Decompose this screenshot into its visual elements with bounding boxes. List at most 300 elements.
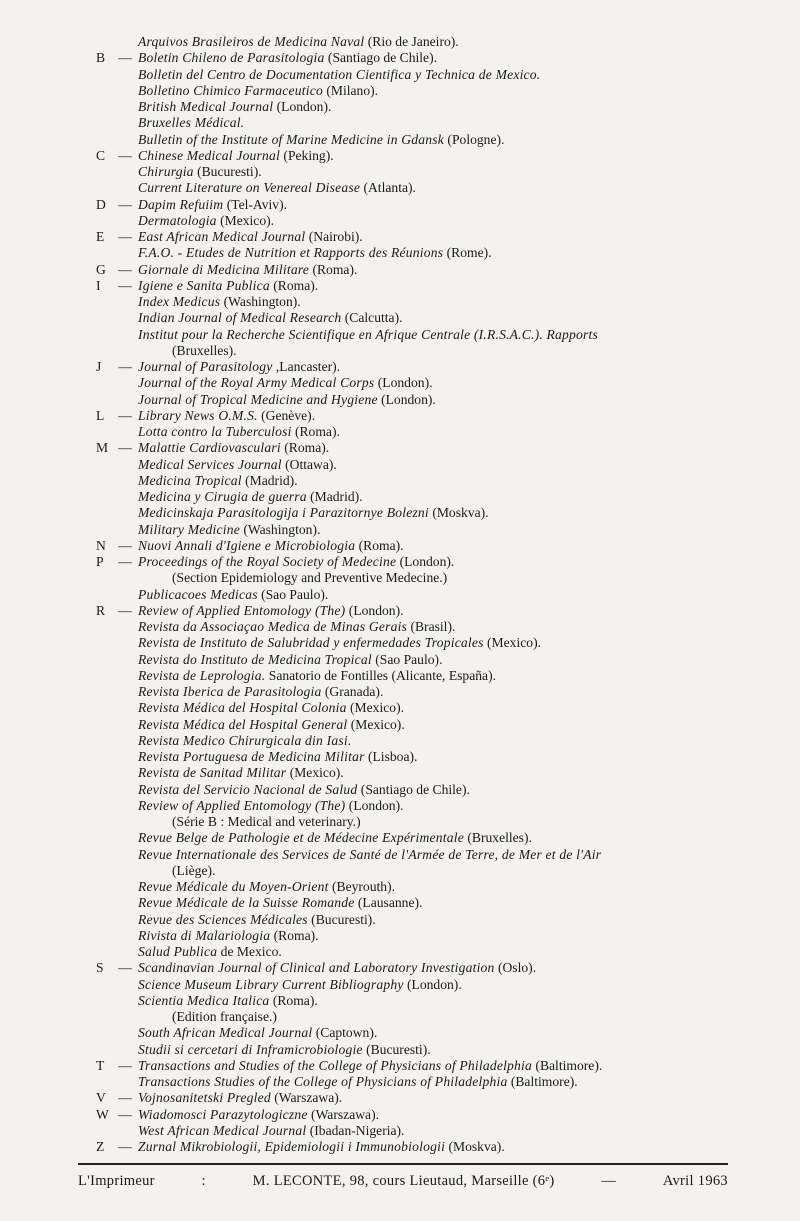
section-dash: —: [118, 960, 132, 976]
journal-place: (Warszawa).: [307, 1106, 380, 1122]
journal-title: Revista de Instituto de Salubridad y enfermedades Tropicales: [138, 635, 484, 651]
journal-place: (Sao Paulo).: [371, 651, 443, 667]
journal-title: Bruxelles Médical.: [138, 115, 245, 131]
list-item: [96, 847, 786, 863]
footer-printer-label: L'Imprimeur: [78, 1173, 155, 1189]
entry-text: [96, 798, 404, 814]
list-item: [96, 375, 786, 391]
list-item: [96, 148, 786, 164]
periodical-list: [96, 34, 786, 1155]
journal-place: (London).: [345, 602, 404, 618]
journal-title: Transactions Studies of the College of Physicians of Philadelphia: [138, 1074, 508, 1089]
entry-text: [96, 944, 282, 960]
entry-text: [96, 1025, 377, 1041]
list-item: [96, 895, 786, 911]
list-item: [96, 635, 786, 651]
section-letter: V: [96, 1090, 106, 1106]
list-item: [96, 522, 786, 538]
journal-title: Vojnosanitetski Pregled: [138, 1090, 271, 1106]
list-item: [96, 505, 786, 521]
section-dash: —: [118, 196, 132, 212]
journal-title: Revue Belge de Pathologie et de Médecine Expérimentale: [138, 830, 464, 846]
journal-title: Revista do Instituto de Medicina Tropical: [138, 651, 372, 667]
entry-text: [96, 668, 496, 684]
journal-place: (Granada).: [321, 684, 384, 699]
entry-text: [96, 717, 405, 733]
list-item: [96, 928, 786, 944]
list-item: [96, 310, 786, 326]
list-item: [96, 603, 786, 619]
journal-place: (Calcutta).: [341, 310, 403, 326]
section-dash: —: [118, 277, 132, 293]
section-letter: J: [96, 359, 102, 374]
list-item: [96, 1009, 786, 1025]
list-item: [96, 944, 786, 960]
entry-text: [138, 408, 315, 424]
journal-place: (Série B : Medical and veterinary.): [172, 814, 361, 829]
entry-text: [96, 814, 361, 830]
entry-text: [96, 489, 363, 505]
journal-place: (Roma).: [309, 261, 358, 277]
list-item: [96, 408, 786, 424]
journal-place: (Madrid).: [306, 489, 363, 504]
journal-title: Revue Médicale du Moyen-Orient: [138, 879, 329, 894]
list-item: [96, 180, 786, 196]
journal-title: Igiene e Sanita Publica: [138, 277, 270, 293]
journal-place: (Roma).: [355, 537, 404, 553]
journal-title: Index Medicus: [138, 294, 221, 309]
journal-title: Revista Iberica de Parasitologia: [138, 684, 322, 699]
journal-place: (Baltimore).: [532, 1057, 603, 1073]
list-item: [96, 34, 786, 50]
journal-place: de Mexico.: [217, 944, 282, 959]
entry-text: [138, 278, 318, 294]
journal-title: Chirurgia: [138, 164, 194, 179]
section-letter: B: [96, 50, 106, 66]
journal-title: South African Medical Journal: [138, 1025, 313, 1041]
entry-text: [138, 262, 357, 278]
list-item: [96, 164, 786, 180]
entry-text: [138, 1107, 379, 1123]
journal-title: Wiadomosci Parazytologiczne: [138, 1106, 308, 1122]
entry-text: [96, 847, 601, 863]
list-item: [96, 782, 786, 798]
entry-text: [138, 1058, 602, 1074]
journal-place: (Roma).: [270, 927, 319, 943]
journal-place: (Moskva).: [428, 505, 489, 521]
section-dash: —: [118, 537, 132, 553]
journal-place: (Bucuresti).: [193, 164, 262, 179]
entry-text: [96, 294, 301, 310]
entry-text: [96, 830, 532, 846]
journal-place: (London).: [396, 554, 455, 569]
entry-text: [96, 505, 489, 521]
journal-place: (Washington).: [220, 294, 301, 309]
entry-text: [96, 1123, 404, 1139]
entry-text: [96, 327, 598, 343]
entry-text: [138, 229, 363, 245]
footer-date: Avril 1963: [662, 1173, 728, 1189]
entry-text: [96, 912, 376, 928]
entry-text: [96, 652, 442, 668]
entry-text: [96, 213, 274, 229]
list-item: [96, 668, 786, 684]
journal-place: (Ottawa).: [281, 456, 337, 472]
journal-title: East African Medical Journal: [138, 229, 306, 244]
entry-text: [96, 1042, 431, 1058]
entry-text: [96, 34, 459, 50]
list-item: [96, 1042, 786, 1058]
journal-title: Revue Internationale des Services de Santé de l'Armée de Terre, de Mer et de l'Air: [138, 846, 602, 862]
list-item: [96, 1107, 786, 1123]
entry-text: [96, 310, 403, 326]
list-item: [96, 294, 786, 310]
entry-text: [96, 392, 436, 408]
journal-place: (Brasil).: [407, 619, 456, 634]
entry-text: [96, 457, 337, 473]
section-dash: —: [118, 1057, 132, 1073]
journal-title: Zurnal Mikrobiologii, Epidemiologii i Immunobiologii: [138, 1139, 446, 1154]
list-item: [96, 392, 786, 408]
journal-place: (Madrid).: [241, 472, 298, 488]
journal-place: (Warszawa).: [270, 1090, 343, 1106]
list-item: [96, 473, 786, 489]
journal-title: West African Medical Journal: [138, 1122, 307, 1138]
list-item: [96, 424, 786, 440]
journal-title: Revista del Servicio Nacional de Salud: [138, 781, 358, 797]
journal-place: (Mexico).: [347, 716, 405, 732]
journal-place: (Roma).: [269, 277, 319, 293]
footer-date-dash: —: [601, 1173, 617, 1189]
list-item: [96, 700, 786, 716]
list-item: [96, 587, 786, 603]
footer-colon: :: [201, 1173, 206, 1189]
section-dash: —: [118, 554, 132, 569]
journal-place: (Lisboa).: [364, 749, 418, 764]
entry-text: [96, 83, 378, 99]
section-dash: —: [118, 229, 132, 244]
section-dash: —: [118, 440, 132, 456]
journal-title: Institut pour la Recherche Scientifique en Afrique Centrale (I.R.S.A.C.). Rapports: [138, 326, 599, 342]
journal-place: (Lausanne).: [354, 895, 423, 911]
journal-title: Journal of Tropical Medicine and Hygiene: [138, 391, 378, 407]
list-item: [96, 733, 786, 749]
list-item: [96, 814, 786, 830]
list-item: [96, 1123, 786, 1139]
list-item: [96, 1058, 786, 1074]
list-item: [96, 50, 786, 66]
journal-place: (Bruxelles).: [463, 830, 532, 846]
journal-place: (London).: [403, 976, 462, 992]
journal-title: Proceedings of the Royal Society of Medecine: [138, 554, 397, 569]
journal-place: (Edition française.): [172, 1009, 277, 1024]
journal-place: (Roma).: [280, 440, 330, 456]
entry-text: [138, 538, 404, 554]
entry-text: [96, 733, 351, 749]
entry-text: [96, 635, 541, 651]
journal-place: (Nairobi).: [305, 229, 363, 244]
entry-text: [96, 132, 504, 148]
journal-title: Medicina Tropical: [138, 472, 242, 488]
list-item: [96, 489, 786, 505]
journal-title: Boletin Chileno de Parasitologia: [138, 50, 325, 66]
journal-place: (London).: [374, 375, 433, 391]
entry-text: [96, 895, 422, 911]
journal-place: (Mexico).: [346, 700, 405, 716]
journal-title: Salud Publica: [138, 944, 218, 959]
journal-title: F.A.O. - Etudes de Nutrition et Rapports des Réunions: [138, 245, 444, 261]
journal-place: (Oslo).: [494, 960, 537, 976]
journal-title: Bolletino Chimico Farmaceutico: [138, 82, 323, 98]
journal-place: (Milano).: [322, 82, 379, 98]
list-item: [96, 993, 786, 1009]
journal-place: (Section Epidemiology and Preventive Medecine.): [172, 570, 448, 586]
journal-title: British Medical Journal: [138, 99, 274, 114]
entry-text: [96, 180, 416, 196]
list-item: [96, 830, 786, 846]
list-item: [96, 229, 786, 245]
footer: [78, 1173, 728, 1190]
list-item: [96, 1025, 786, 1041]
journal-title: Revista Médica del Hospital General: [138, 716, 348, 732]
journal-place: (Mexico).: [286, 765, 344, 781]
entry-text: [138, 554, 454, 570]
list-item: [96, 343, 786, 359]
entry-text: [138, 1139, 505, 1155]
list-item: [96, 684, 786, 700]
journal-title: Revista de Leprologia.: [138, 667, 266, 683]
entry-text: [138, 960, 536, 976]
journal-title: Transactions and Studies of the College of Physicians of Philadelphia: [138, 1057, 533, 1073]
list-item: [96, 262, 786, 278]
journal-place: (London).: [377, 391, 436, 407]
entry-text: [96, 115, 244, 131]
journal-place: (Roma).: [291, 424, 340, 439]
entry-text: [96, 879, 395, 895]
list-item: [96, 359, 786, 375]
section-dash: —: [118, 261, 132, 277]
list-item: [96, 115, 786, 131]
entry-text: [96, 67, 540, 83]
list-item: [96, 619, 786, 635]
section-letter: I: [96, 277, 101, 293]
list-item: [96, 912, 786, 928]
list-item: [96, 879, 786, 895]
entry-text: [96, 782, 470, 798]
journal-title: Science Museum Library Current Bibliography: [138, 976, 404, 992]
journal-title: Dapim Refuiim: [138, 196, 224, 212]
section-letter: P: [96, 554, 104, 569]
list-item: [96, 554, 786, 570]
entry-text: [96, 765, 344, 781]
list-item: [96, 197, 786, 213]
list-item: [96, 1074, 786, 1090]
entry-text: [96, 993, 318, 1009]
journal-place: (Rio de Janeiro).: [364, 34, 459, 49]
entry-text: [96, 343, 237, 359]
footer-rule: [78, 1163, 728, 1165]
list-item: [96, 245, 786, 261]
journal-place: (Atlanta).: [360, 180, 416, 196]
journal-title: Dermatologia: [138, 212, 217, 228]
list-item: [96, 457, 786, 473]
entry-text: [138, 1090, 342, 1106]
journal-title: Publicacoes Medicas: [138, 586, 258, 602]
section-dash: —: [118, 1139, 132, 1154]
list-item: [96, 863, 786, 879]
section-letter: C: [96, 147, 106, 163]
list-item: [96, 977, 786, 993]
journal-place: (Moskva).: [445, 1139, 505, 1154]
entry-text: [96, 522, 320, 538]
section-dash: —: [118, 602, 132, 618]
journal-place: (Roma).: [269, 992, 318, 1008]
entry-text: [96, 245, 492, 261]
entry-text: [96, 619, 455, 635]
entry-text: [96, 164, 262, 180]
journal-title: Review of Applied Entomology (The): [138, 602, 346, 618]
list-item: [96, 67, 786, 83]
list-item: [96, 99, 786, 115]
journal-place: (Tel-Aviv).: [223, 196, 288, 212]
entry-text: [96, 570, 447, 586]
journal-title: Indian Journal of Medical Research: [138, 310, 342, 326]
entry-text: [96, 1009, 277, 1025]
journal-title: Lotta contro la Tuberculosi: [138, 424, 292, 439]
journal-title: Current Literature on Venereal Disease: [138, 180, 361, 196]
entry-text: [96, 700, 404, 716]
list-item: [96, 570, 786, 586]
section-dash: —: [118, 50, 132, 66]
journal-place: (Santiago de Chile).: [324, 50, 438, 66]
entry-text: [138, 197, 287, 213]
section-letter: W: [96, 1106, 109, 1122]
journal-place: (Mexico).: [483, 635, 542, 651]
entry-text: [96, 99, 331, 115]
section-letter: Z: [96, 1139, 105, 1154]
list-item: [96, 213, 786, 229]
list-item: [96, 749, 786, 765]
journal-place: (Pologne).: [444, 131, 505, 147]
footer-printer-name: M. LECONTE, 98, cours Lieutaud, Marseille (6ᵉ): [252, 1173, 555, 1189]
list-item: [96, 132, 786, 148]
section-letter: N: [96, 537, 106, 553]
journal-place: Sanatorio de Fontilles (Alicante, España).: [265, 667, 497, 683]
entry-text: [96, 749, 417, 765]
section-dash: —: [118, 359, 132, 374]
list-item: [96, 278, 786, 294]
journal-title: Military Medicine: [138, 521, 240, 537]
journal-title: Giornale di Medicina Militare: [138, 261, 310, 277]
journal-title: Journal of the Royal Army Medical Corps: [138, 375, 375, 391]
journal-title: Revue Médicale de la Suisse Romande: [138, 895, 355, 911]
entry-text: [96, 977, 462, 993]
list-item: [96, 652, 786, 668]
section-letter: E: [96, 229, 105, 244]
journal-place: (Bruxelles).: [172, 342, 237, 358]
list-item: [96, 1090, 786, 1106]
journal-title: Medicina y Cirugia de guerra: [138, 489, 307, 504]
section-letter: D: [96, 196, 106, 212]
entry-text: [96, 1074, 578, 1090]
journal-place: (London).: [345, 797, 404, 813]
journal-place: (Washington).: [239, 521, 321, 537]
journal-title: Nuovi Annali d'Igiene e Microbiologia: [138, 537, 356, 553]
journal-title: Medicinskaja Parasitologija i Parazitornye Bolezni: [138, 505, 429, 521]
journal-title: Revue des Sciences Médicales: [138, 911, 308, 927]
journal-title: Arquivos Brasileiros de Medicina Naval: [138, 34, 365, 49]
list-item: [96, 327, 786, 343]
journal-place: (Santiago de Chile).: [357, 781, 470, 797]
section-dash: —: [118, 1090, 132, 1106]
journal-place: (Mexico).: [216, 212, 275, 228]
journal-title: Revista Portuguesa de Medicina Militar: [138, 749, 365, 764]
journal-place: (Rome).: [443, 245, 492, 261]
journal-title: Journal of Parasitology: [138, 359, 273, 374]
section-dash: —: [118, 147, 132, 163]
journal-place: ,Lancaster).: [272, 359, 341, 374]
journal-place: (Bucuresti).: [307, 911, 376, 927]
journal-place: (London).: [273, 99, 332, 114]
list-item: [96, 440, 786, 456]
journal-title: Revista Médica del Hospital Colonia: [138, 700, 347, 716]
journal-place: (Genève).: [257, 407, 316, 423]
journal-title: Revista da Associaçao Medica de Minas Gerais: [138, 619, 408, 634]
list-item: [96, 1139, 786, 1155]
list-item: [96, 798, 786, 814]
journal-title: Scandinavian Journal of Clinical and Laboratory Investigation: [138, 960, 495, 976]
section-letter: R: [96, 602, 106, 618]
journal-title: Medical Services Journal: [138, 456, 282, 472]
section-letter: L: [96, 407, 105, 423]
journal-title: Chinese Medical Journal: [138, 147, 281, 163]
journal-title: Library News O.M.S.: [138, 407, 258, 423]
journal-place: (Baltimore).: [507, 1074, 578, 1089]
journal-title: Revista Medico Chirurgicala din Iasi.: [138, 732, 352, 748]
section-letter: M: [96, 440, 109, 456]
journal-place: (Sao Paulo).: [257, 586, 329, 602]
journal-title: Studii si cercetari di Inframicrobiologie: [138, 1041, 363, 1057]
section-dash: —: [118, 1106, 132, 1122]
journal-title: Revista de Sanitad Militar: [138, 765, 287, 781]
journal-place: (Ibadan-Nigeria).: [306, 1122, 405, 1138]
entry-text: [138, 603, 404, 619]
journal-place: (Liège).: [172, 862, 216, 878]
entry-text: [96, 424, 340, 440]
journal-title: Scientia Medica Italica: [138, 992, 270, 1008]
entry-text: [96, 473, 298, 489]
entry-text: [96, 375, 433, 391]
list-item: [96, 765, 786, 781]
list-item: [96, 717, 786, 733]
entry-text: [138, 359, 340, 375]
journal-title: Malattie Cardiovasculari: [138, 440, 281, 456]
entry-text: [96, 863, 215, 879]
section-letter: S: [96, 960, 104, 976]
list-item: [96, 83, 786, 99]
journal-title: Review of Applied Entomology (The): [138, 797, 346, 813]
entry-text: [138, 148, 334, 164]
journal-place: (Peking).: [280, 147, 334, 163]
journal-title: Bulletin of the Institute of Marine Medicine in Gdansk: [138, 131, 445, 147]
list-item: [96, 960, 786, 976]
journal-title: Bolletin del Centro de Documentation Cientifica y Technica de Mexico.: [138, 66, 541, 82]
journal-place: (Bucuresti).: [362, 1041, 431, 1057]
list-item: [96, 538, 786, 554]
entry-text: [138, 50, 437, 66]
journal-place: (Beyrouth).: [328, 879, 396, 894]
entry-text: [138, 440, 329, 456]
